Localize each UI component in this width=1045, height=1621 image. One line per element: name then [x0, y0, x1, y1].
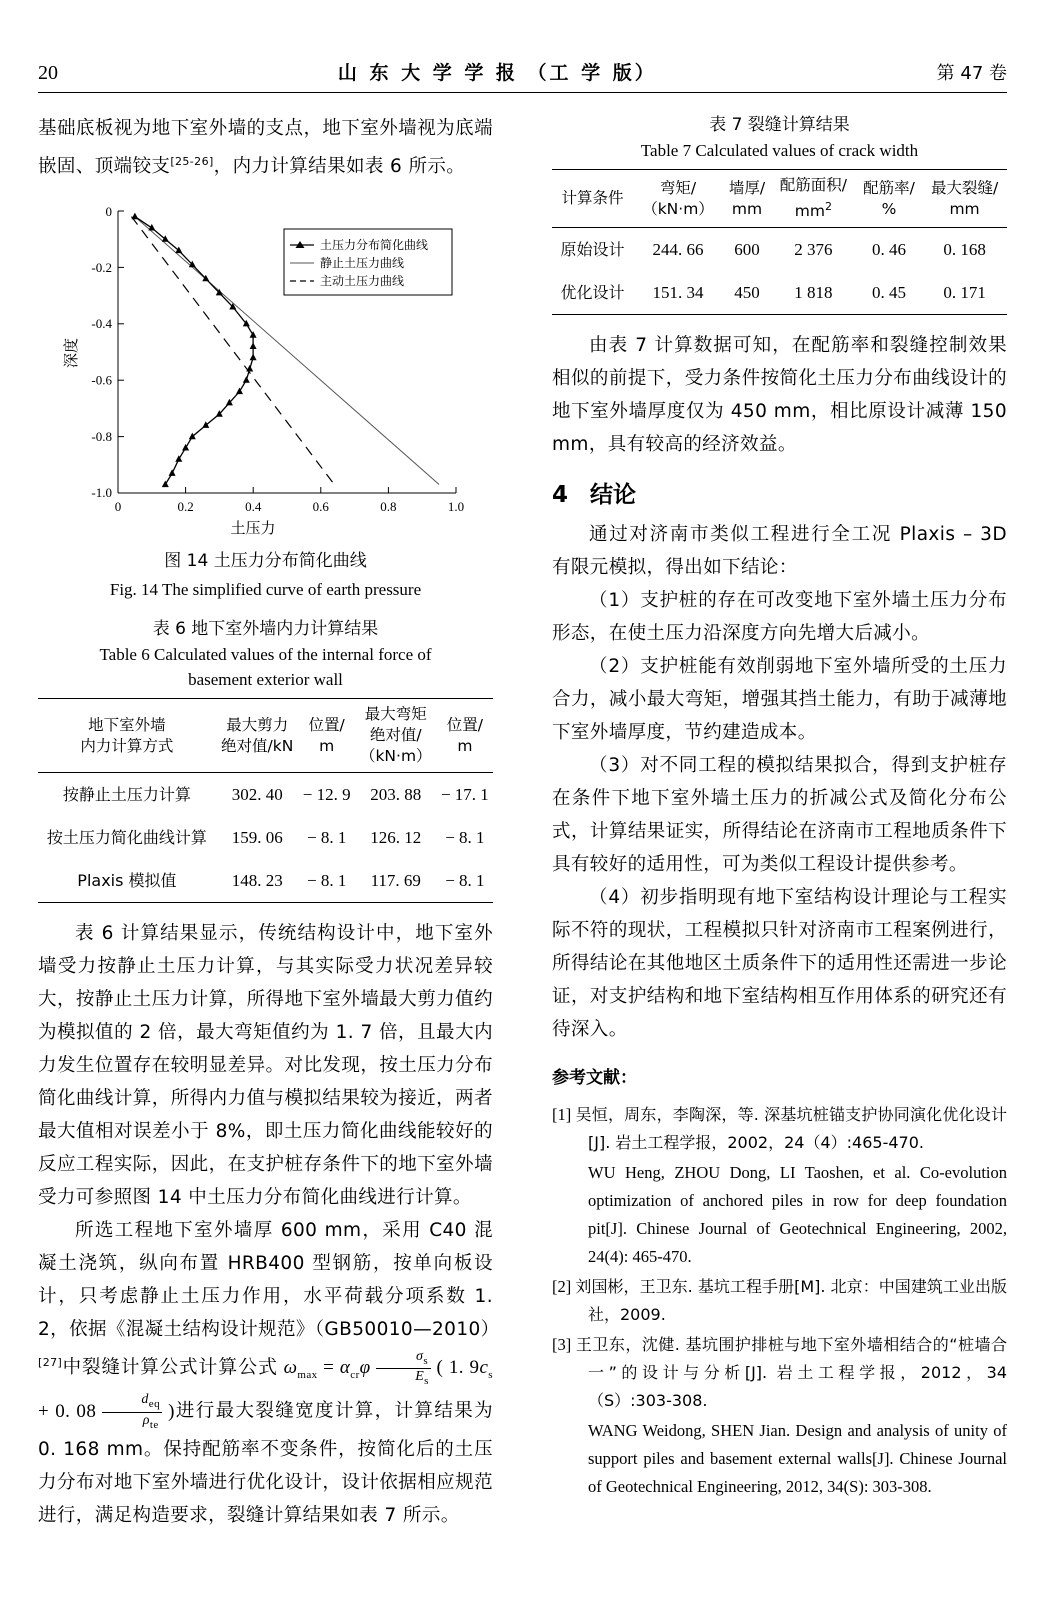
paragraph-1: 基础底板视为地下室外墙的支点，地下室外墙视为底端嵌固、顶端铰支[25-26]，内力计算结果如表 6 所示。	[38, 118, 493, 178]
cell: − 12. 9	[302, 785, 351, 805]
citation-27: [27]	[38, 1356, 63, 1370]
th-method: 地下室外墙 内力计算方式	[80, 715, 174, 755]
svg-text:主动土压力曲线: 主动土压力曲线	[319, 274, 404, 289]
svg-text:0: 0	[114, 499, 121, 515]
table6-title-en-2: basement exterior wall	[188, 670, 343, 690]
reference-item	[552, 1273, 1007, 1329]
svg-text:-0.2: -0.2	[90, 260, 112, 276]
th-position-1: 位置/ m	[308, 715, 345, 755]
cell: 159. 06	[231, 828, 283, 848]
figure-caption-cn: 图 14 土压力分布简化曲线	[164, 551, 367, 572]
th-max-crack: 最大裂缝/ mm	[930, 178, 999, 218]
svg-text:0.6: 0.6	[312, 499, 329, 515]
cell: 117. 69	[370, 871, 421, 891]
left-column	[38, 112, 500, 1532]
right-paragraph-3: （1）支护桩的存在可改变地下室外墙土压力分布形态，在使土压力沿深度方向先增大后减小。	[552, 590, 1007, 645]
svg-text:0.2: 0.2	[176, 499, 194, 515]
cell: 2 376	[794, 240, 833, 260]
crack-width-formula: 计算公式 $\omega_{max} = \alpha_{cr}\varphi$ $\frac{\sigma_s}{E_s}$ ( 1. $9c_s + 0$. 08 $\frac{d_{eq}}{\rho_{te}}$ )	[38, 1348, 493, 1431]
figure-caption-en: Fig. 14 The simplified curve of earth pressure	[109, 580, 422, 600]
paragraph-3	[38, 1214, 500, 1532]
reference-label: [1]	[552, 1105, 572, 1125]
svg-text:1.0: 1.0	[447, 499, 464, 515]
table-row	[38, 773, 493, 817]
chart-svg	[56, 193, 476, 538]
table-row	[552, 271, 1007, 315]
cell: 优化设计	[560, 283, 625, 303]
reference-label: [2]	[552, 1277, 572, 1297]
reference-item	[552, 1331, 1007, 1415]
cell: 244. 66	[652, 240, 704, 260]
cell: 1 818	[794, 283, 833, 303]
cell: 450	[734, 283, 760, 303]
reference-item	[552, 1101, 1007, 1157]
reference-label: [3]	[552, 1335, 572, 1355]
svg-text:-0.6: -0.6	[90, 372, 112, 388]
cell: 126. 12	[370, 828, 422, 848]
citation-25-26: [25-26]	[170, 155, 214, 168]
cell: 151. 34	[652, 283, 704, 303]
figure-14	[38, 193, 493, 602]
table7-header-row	[552, 170, 1007, 228]
reference-text-en: WU Heng, ZHOU Dong, LI Taoshen, et al. Co-evolution optimization of anchored piles in row for deep foundation pit[J]. Chinese Journal of Geotechnical Engineering, 2002, 24(4): 465-470.	[588, 1163, 1007, 1267]
svg-text:-0.4: -0.4	[90, 316, 112, 332]
cell: Plaxis 模拟值	[77, 871, 177, 891]
table6-header-row	[38, 699, 493, 773]
table-row	[38, 859, 493, 903]
cell: 原始设计	[560, 240, 625, 260]
journal-title: 山 东 大 学 学 报 （工 学 版）	[337, 62, 657, 84]
table-6	[38, 698, 493, 903]
svg-text:土压力分布简化曲线: 土压力分布简化曲线	[319, 238, 428, 253]
right-paragraph-6: （4）初步指明现有地下室结构设计理论与工程实际不符的现状，工程模拟只针对济南市工程案例进行，所得结论在其他地区土质条件下的适用性还需进一步论证，对支护结构和地下室结构相互作用体系的研究还有待深入。	[552, 887, 1007, 1041]
svg-text:0.8: 0.8	[379, 499, 397, 515]
paragraph-3-part-c: 进行最大裂缝宽度计算，计算结果为 0. 168 mm。保持配筋率不变条件，按简化后的土压力分布对地下室外墙进行优化设计，设计依据相应规范进行，满足构造要求，裂缝计算结果如表 7 所示。	[38, 1400, 493, 1526]
table7-body	[552, 228, 1007, 315]
cell: 0. 168	[943, 240, 986, 260]
table6-body	[38, 773, 493, 903]
earth-pressure-chart	[56, 193, 476, 538]
volume-label: 第 47 卷	[936, 63, 1007, 84]
section-heading-4	[552, 479, 1007, 512]
reference-text-cn: 吴恒，周东，李陶深，等. 深基坑桩锚支护协同演化优化设计[J]. 岩土工程学报，2002，24（4）:465-470.	[575, 1105, 1007, 1153]
th-position-2: 位置/ m	[446, 715, 483, 755]
cell: 0. 45	[871, 283, 906, 303]
section-title: 结论	[590, 482, 637, 509]
cell: − 17. 1	[440, 785, 489, 805]
th-wall-thickness: 墙厚/ mm	[728, 178, 766, 218]
cell: − 8. 1	[306, 871, 347, 891]
th-moment: 弯矩/ （kN·m）	[642, 178, 714, 218]
svg-text:-0.8: -0.8	[90, 429, 112, 445]
cell: 0. 46	[871, 240, 906, 260]
page-header	[38, 58, 1007, 85]
right-paragraph-5: （3）对不同工程的模拟结果拟合，得到支护桩存在条件下地下室外墙土压力的折减公式及简化分布公式，计算结果证实，所得结论在济南市工程地质条件下具有较好的适用性，可为类似工程设计提供参考。	[552, 755, 1007, 876]
cell: 按静止土压力计算	[62, 785, 191, 805]
right-paragraph-1: 由表 7 计算数据可知，在配筋率和裂缝控制效果相似的前提下，受力条件按简化土压力分布曲线设计的地下室外墙厚度仅为 450 mm，相比原设计减薄 150 mm，具有较高的经济效益。	[552, 335, 1007, 456]
table6-head	[38, 699, 493, 773]
table7-title-cn: 表 7 裂缝计算结果	[709, 115, 850, 135]
cell: 按土压力简化曲线计算	[46, 828, 207, 848]
table-7	[552, 169, 1007, 315]
table-row	[552, 228, 1007, 272]
cell: − 8. 1	[306, 828, 347, 848]
table6-title-cn: 表 6 地下室外墙内力计算结果	[152, 619, 379, 640]
th-rebar-area: 配筋面积/ $mm^2$	[779, 176, 847, 221]
svg-text:-1.0: -1.0	[90, 485, 112, 501]
paragraph-3-part-a: 所选工程地下室外墙厚 600 mm，采用 C40 混凝土浇筑，纵向布置 HRB400 型钢筋，按单向板设计，只考虑静止土压力作用，水平荷载分项系数 1. 2，依据《混凝土结构设计规范》（GB50010—2010）	[38, 1220, 500, 1341]
right-column	[552, 112, 1007, 1503]
header-divider	[38, 92, 1007, 93]
section-number: 4	[552, 482, 569, 509]
cell: 203. 88	[370, 785, 422, 805]
reference-text-cn: 刘国彬，王卫东. 基坑工程手册[M]. 北京：中国建筑工业出版社，2009.	[575, 1277, 1008, 1325]
cell: − 8. 1	[445, 871, 485, 891]
reference-item-en	[552, 1159, 1007, 1271]
svg-text:土压力: 土压力	[229, 519, 276, 538]
svg-text:静止土压力曲线: 静止土压力曲线	[319, 256, 404, 271]
references-heading: 参考文献：	[552, 1068, 637, 1089]
cell: 148. 23	[231, 871, 283, 891]
page-number: 20	[38, 62, 58, 84]
cell: − 8. 1	[445, 828, 485, 848]
cell: 302. 40	[231, 785, 283, 805]
reference-text-cn: 王卫东，沈健. 基坑围护排桩与地下室外墙相结合的“桩墙合一”的设计与分析[J]. 岩土工程学报，2012，34（S）:303-308.	[575, 1335, 1008, 1411]
th-rebar-ratio: 配筋率/ %	[863, 178, 915, 218]
cell: 600	[734, 240, 760, 260]
th-max-shear: 最大剪力 绝对值/kN	[221, 715, 294, 755]
chart-legend	[284, 229, 452, 295]
th-max-moment: 最大弯矩 绝对值/ （kN·m）	[359, 705, 432, 766]
paragraph-2: 表 6 计算结果显示，传统结构设计中，地下室外墙受力按静止土压力计算，与其实际受力状况差异较大，按静止土压力计算，所得地下室外墙最大剪力值约为模拟值的 2 倍，最大弯矩值约为 1. 7 倍，且最大内力发生位置存在较明显差异。对比发现，按土压力分布简化曲线计算，所得内力值与模拟结果较为接近，两者最大值相对误差小于 8%，即土压力简化曲线能较好的反应工程实际，因此，在支护桩存条件下的地下室外墙受力可参照图 14 中土压力分布简化曲线进行计算。	[38, 923, 493, 1209]
svg-text:深度: 深度	[61, 338, 80, 369]
right-paragraph-2: 通过对济南市类似工程进行全工况 Plaxis – 3D 有限元模拟，得出如下结论：	[552, 524, 1007, 579]
table7-title-en: Table 7 Calculated values of crack width	[640, 141, 919, 160]
svg-text:0.4: 0.4	[244, 499, 261, 515]
cell: 0. 171	[943, 283, 986, 303]
th-condition: 计算条件	[561, 189, 624, 208]
right-paragraph-4: （2）支护桩能有效削弱地下室外墙所受的土压力合力，减小最大弯矩，增强其挡土能力，有助于减薄地下室外墙厚度，节约建造成本。	[552, 656, 1007, 744]
table6-title-en-1: Table 6 Calculated values of the internal force of	[99, 645, 432, 665]
paragraph-3-part-b: 中裂缝计算公式	[62, 1357, 199, 1379]
reference-text-en: WANG Weidong, SHEN Jian. Design and analysis of unity of support piles and basement external walls[J]. Chinese Journal of Geotechnical Engineering, 2012, 34(S): 303-308.	[588, 1421, 1007, 1497]
table-row	[38, 816, 493, 859]
table7-head	[552, 170, 1007, 228]
reference-item-en	[552, 1417, 1007, 1501]
svg-text:0: 0	[105, 204, 112, 220]
